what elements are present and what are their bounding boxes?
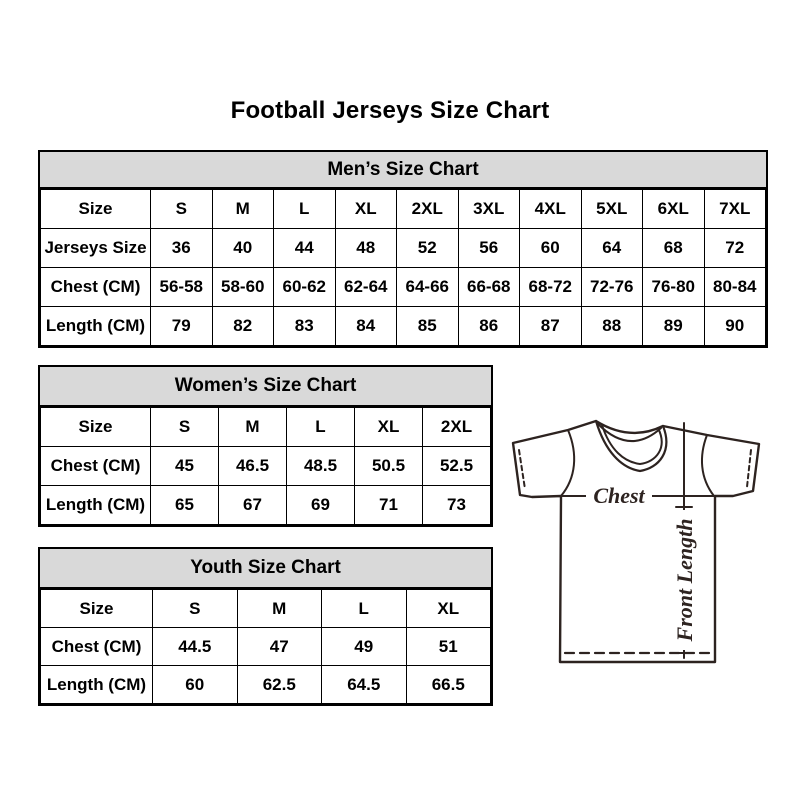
value-cell: 68-72 [520,268,582,307]
value-cell: 4XL [520,190,582,229]
value-cell: XL [335,190,397,229]
value-cell: S [151,408,219,447]
value-cell: 45 [151,447,219,486]
value-cell: 69 [287,486,355,525]
jersey-outline [513,421,759,662]
value-cell: 67 [219,486,287,525]
value-cell: S [151,190,213,229]
row-label-cell: Length (CM) [41,486,151,525]
value-cell: 5XL [581,190,643,229]
row-label-cell: Chest (CM) [41,268,151,307]
value-cell: 64-66 [397,268,459,307]
value-cell: 87 [520,307,582,346]
value-cell: S [153,590,238,628]
value-cell: 60-62 [274,268,336,307]
row-label-cell: Chest (CM) [41,447,151,486]
youth-size-chart-panel [38,547,493,706]
value-cell: 80-84 [704,268,766,307]
value-cell: 48.5 [287,447,355,486]
value-cell: 76-80 [643,268,705,307]
value-cell: 47 [237,628,322,666]
row-label-cell: Jerseys Size [41,229,151,268]
value-cell: 60 [520,229,582,268]
value-cell: XL [406,590,491,628]
value-cell: XL [355,408,423,447]
youth-size-chart-title: Youth Size Chart [40,549,491,589]
value-cell: 50.5 [355,447,423,486]
value-cell: 83 [274,307,336,346]
table-row [41,447,491,486]
value-cell: M [212,190,274,229]
value-cell: 85 [397,307,459,346]
value-cell: 58-60 [212,268,274,307]
value-cell: 64 [581,229,643,268]
value-cell: 60 [153,666,238,704]
value-cell: 66.5 [406,666,491,704]
row-label-cell: Size [41,190,151,229]
value-cell: 64.5 [322,666,407,704]
table-row [41,268,766,307]
value-cell: 90 [704,307,766,346]
womens-size-chart-title: Women’s Size Chart [40,367,491,407]
womens-size-chart-table [40,407,491,525]
table-row [41,590,491,628]
chest-label: Chest [593,483,645,508]
row-label-cell: Length (CM) [41,307,151,346]
mens-size-chart-title: Men’s Size Chart [40,152,766,189]
value-cell: 73 [423,486,491,525]
value-cell: 71 [355,486,423,525]
row-label-cell: Length (CM) [41,666,153,704]
value-cell: 89 [643,307,705,346]
table-row [41,307,766,346]
value-cell: 40 [212,229,274,268]
value-cell: 44.5 [153,628,238,666]
front-length-label: Front Length [672,518,697,642]
jersey-measurement-diagram [503,406,773,672]
value-cell: 88 [581,307,643,346]
row-label-cell: Size [41,590,153,628]
value-cell: 72 [704,229,766,268]
value-cell: 6XL [643,190,705,229]
value-cell: 52 [397,229,459,268]
table-row [41,628,491,666]
value-cell: 49 [322,628,407,666]
value-cell: 82 [212,307,274,346]
value-cell: 86 [458,307,520,346]
table-row [41,486,491,525]
value-cell: 3XL [458,190,520,229]
value-cell: 65 [151,486,219,525]
value-cell: 68 [643,229,705,268]
mens-size-chart-panel [38,150,768,348]
table-row [41,190,766,229]
value-cell: L [287,408,355,447]
value-cell: 84 [335,307,397,346]
womens-size-chart-panel [38,365,493,527]
value-cell: 46.5 [219,447,287,486]
value-cell: L [322,590,407,628]
value-cell: 56-58 [151,268,213,307]
value-cell: 36 [151,229,213,268]
value-cell: 51 [406,628,491,666]
table-row [41,229,766,268]
row-label-cell: Size [41,408,151,447]
value-cell: 7XL [704,190,766,229]
value-cell: 79 [151,307,213,346]
value-cell: 48 [335,229,397,268]
value-cell: M [237,590,322,628]
page-title: Football Jerseys Size Chart [230,97,550,124]
row-label-cell: Chest (CM) [41,628,153,666]
table-row [41,408,491,447]
table-row [41,666,491,704]
value-cell: 62-64 [335,268,397,307]
value-cell: 2XL [423,408,491,447]
value-cell: 52.5 [423,447,491,486]
value-cell: M [219,408,287,447]
value-cell: 72-76 [581,268,643,307]
value-cell: 2XL [397,190,459,229]
value-cell: 62.5 [237,666,322,704]
value-cell: 44 [274,229,336,268]
youth-size-chart-table [40,589,491,704]
value-cell: 66-68 [458,268,520,307]
mens-size-chart-table [40,189,766,346]
value-cell: L [274,190,336,229]
value-cell: 56 [458,229,520,268]
